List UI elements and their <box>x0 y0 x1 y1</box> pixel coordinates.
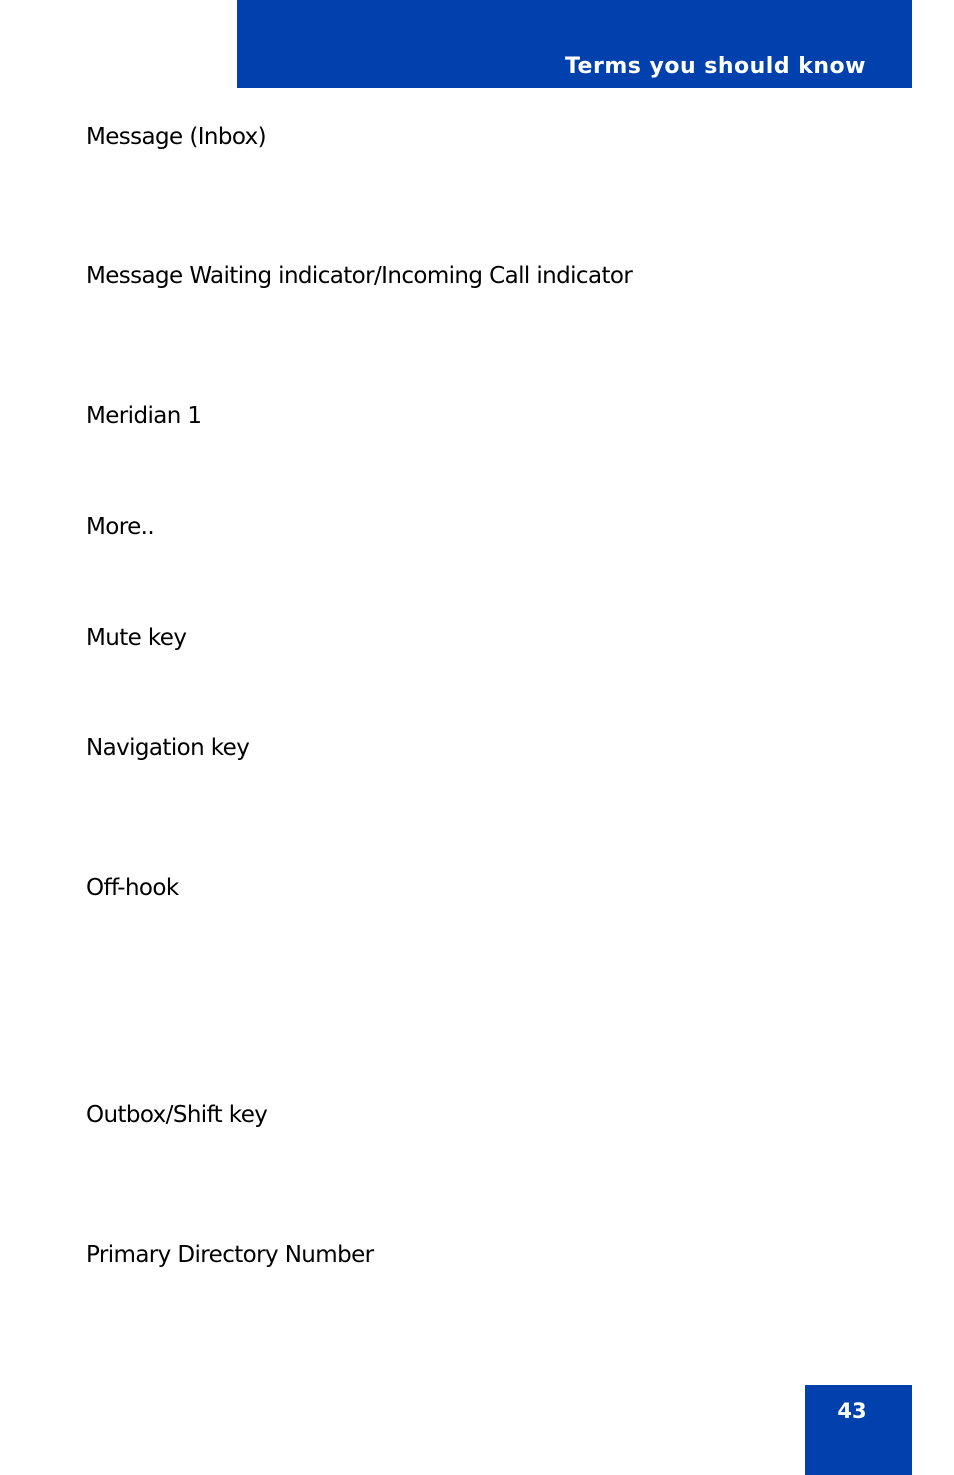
term-meridian-1: Meridian 1 <box>86 403 202 429</box>
term-mute-key: Mute key <box>86 625 187 651</box>
term-off-hook: Off-hook <box>86 875 179 901</box>
header-bar <box>237 0 912 88</box>
term-primary-directory-number: Primary Directory Number <box>86 1242 374 1268</box>
term-message-waiting-indicator: Message Waiting indicator/Incoming Call indicator <box>86 263 633 289</box>
term-outbox-shift-key: Outbox/Shift key <box>86 1102 268 1128</box>
term-more: More.. <box>86 514 155 540</box>
section-title: Terms you should know <box>564 54 866 79</box>
term-message-inbox: Message (Inbox) <box>86 124 266 150</box>
page-number: 43 <box>837 1399 867 1423</box>
term-navigation-key: Navigation key <box>86 735 250 761</box>
page-number-box <box>805 1385 912 1475</box>
